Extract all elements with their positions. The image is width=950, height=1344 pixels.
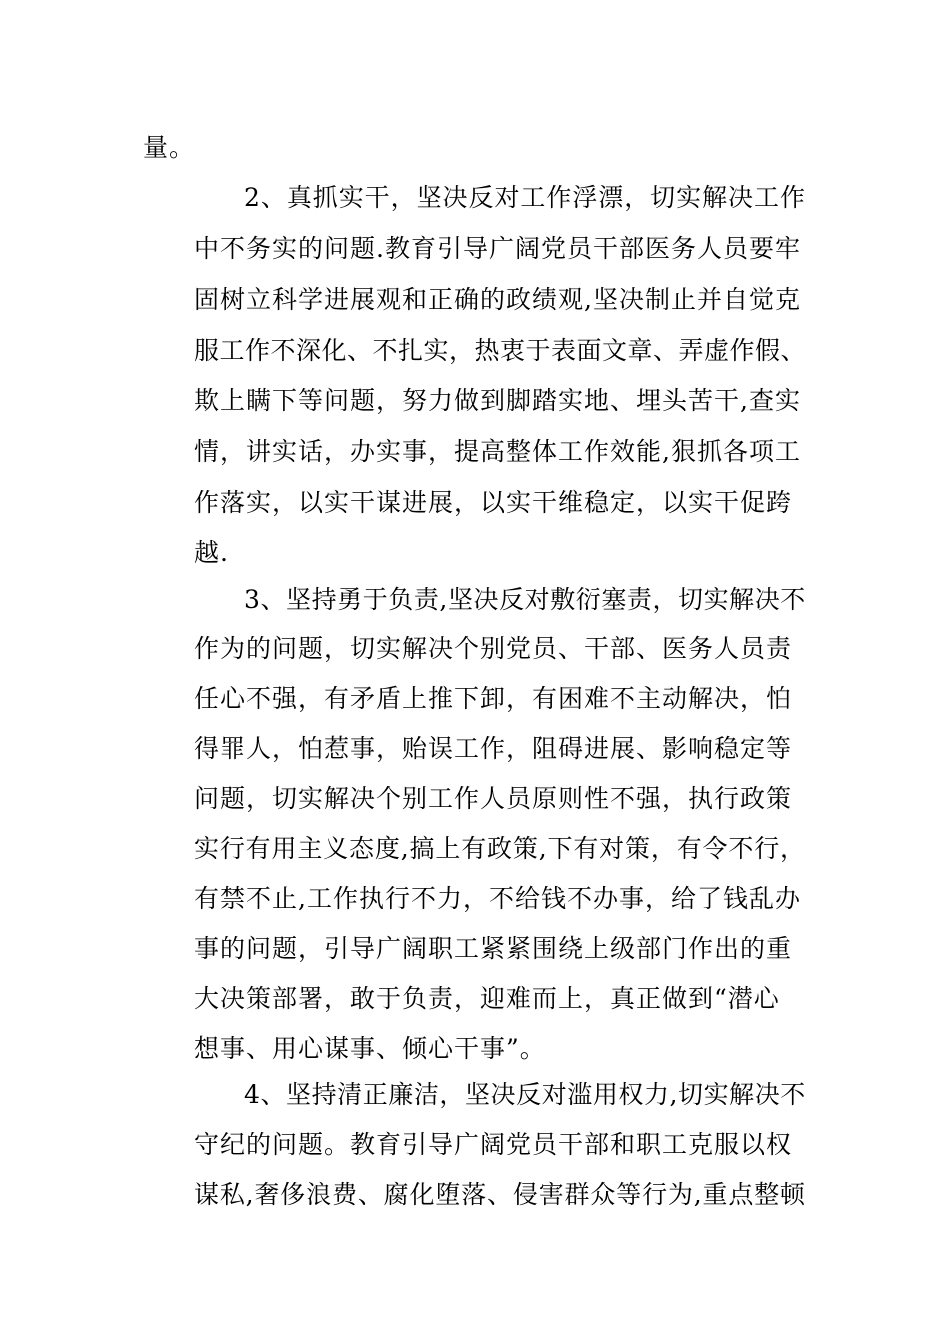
text-line-16: 有禁不止,工作执行不力，不给钱不办事，给了钱乱办 [194,884,801,913]
text-line-13: 得罪人，怕惹事，贻误工作，阻碍进展、影响稳定等 [194,734,793,763]
text-line-5: 服工作不深化、不扎实，热衷于表面文章、弄虚作假、 [194,336,807,365]
text-line-12: 任心不强，有矛盾上推下卸，有困难不主动解决，怕 [194,684,793,713]
text-line-2: 2、真抓实干，坚决反对工作浮漂，切实解决工作 [244,183,806,212]
text-line-20: 4、坚持清正廉洁，坚决反对滥用权力,切实解决不 [244,1080,806,1109]
text-line-11: 作为的问题，切实解决个别党员、干部、医务人员责 [194,634,793,663]
text-line-6: 欺上瞒下等问题，努力做到脚踏实地、埋头苦干,查实 [194,386,801,415]
text-line-10: 3、坚持勇于负责,坚决反对敷衍塞责，切实解决不 [244,585,806,614]
text-line-17: 事的问题，引导广阔职工紧紧围绕上级部门作出的重 [194,934,793,963]
text-line-19: 想事、用心谋事、倾心干事”。 [194,1034,546,1063]
text-line-14: 问题，切实解决个别工作人员原则性不强，执行政策 [194,784,793,813]
text-line-1: 量。 [143,133,196,162]
text-line-4: 固树立科学进展观和正确的政绩观,坚决制止并自觉克 [194,285,801,314]
text-line-7: 情，讲实话，办实事，提高整体工作效能,狠抓各项工 [194,437,801,466]
text-line-18: 大决策部署，敢于负责，迎难而上，真正做到“潜心 [194,984,780,1013]
text-line-22: 谋私,奢侈浪费、腐化堕落、侵害群众等行为,重点整顿 [194,1180,806,1209]
text-line-8: 作落实，以实干谋进展，以实干维稳定，以实干促跨 [194,488,793,517]
text-line-21: 守纪的问题。教育引导广阔党员干部和职工克服以权 [194,1130,793,1159]
text-line-9: 越. [194,538,229,567]
text-line-3: 中不务实的问题.教育引导广阔党员干部医务人员要牢 [194,234,801,263]
text-line-15: 实行有用主义态度,搞上有政策,下有对策，有令不行， [194,834,806,863]
